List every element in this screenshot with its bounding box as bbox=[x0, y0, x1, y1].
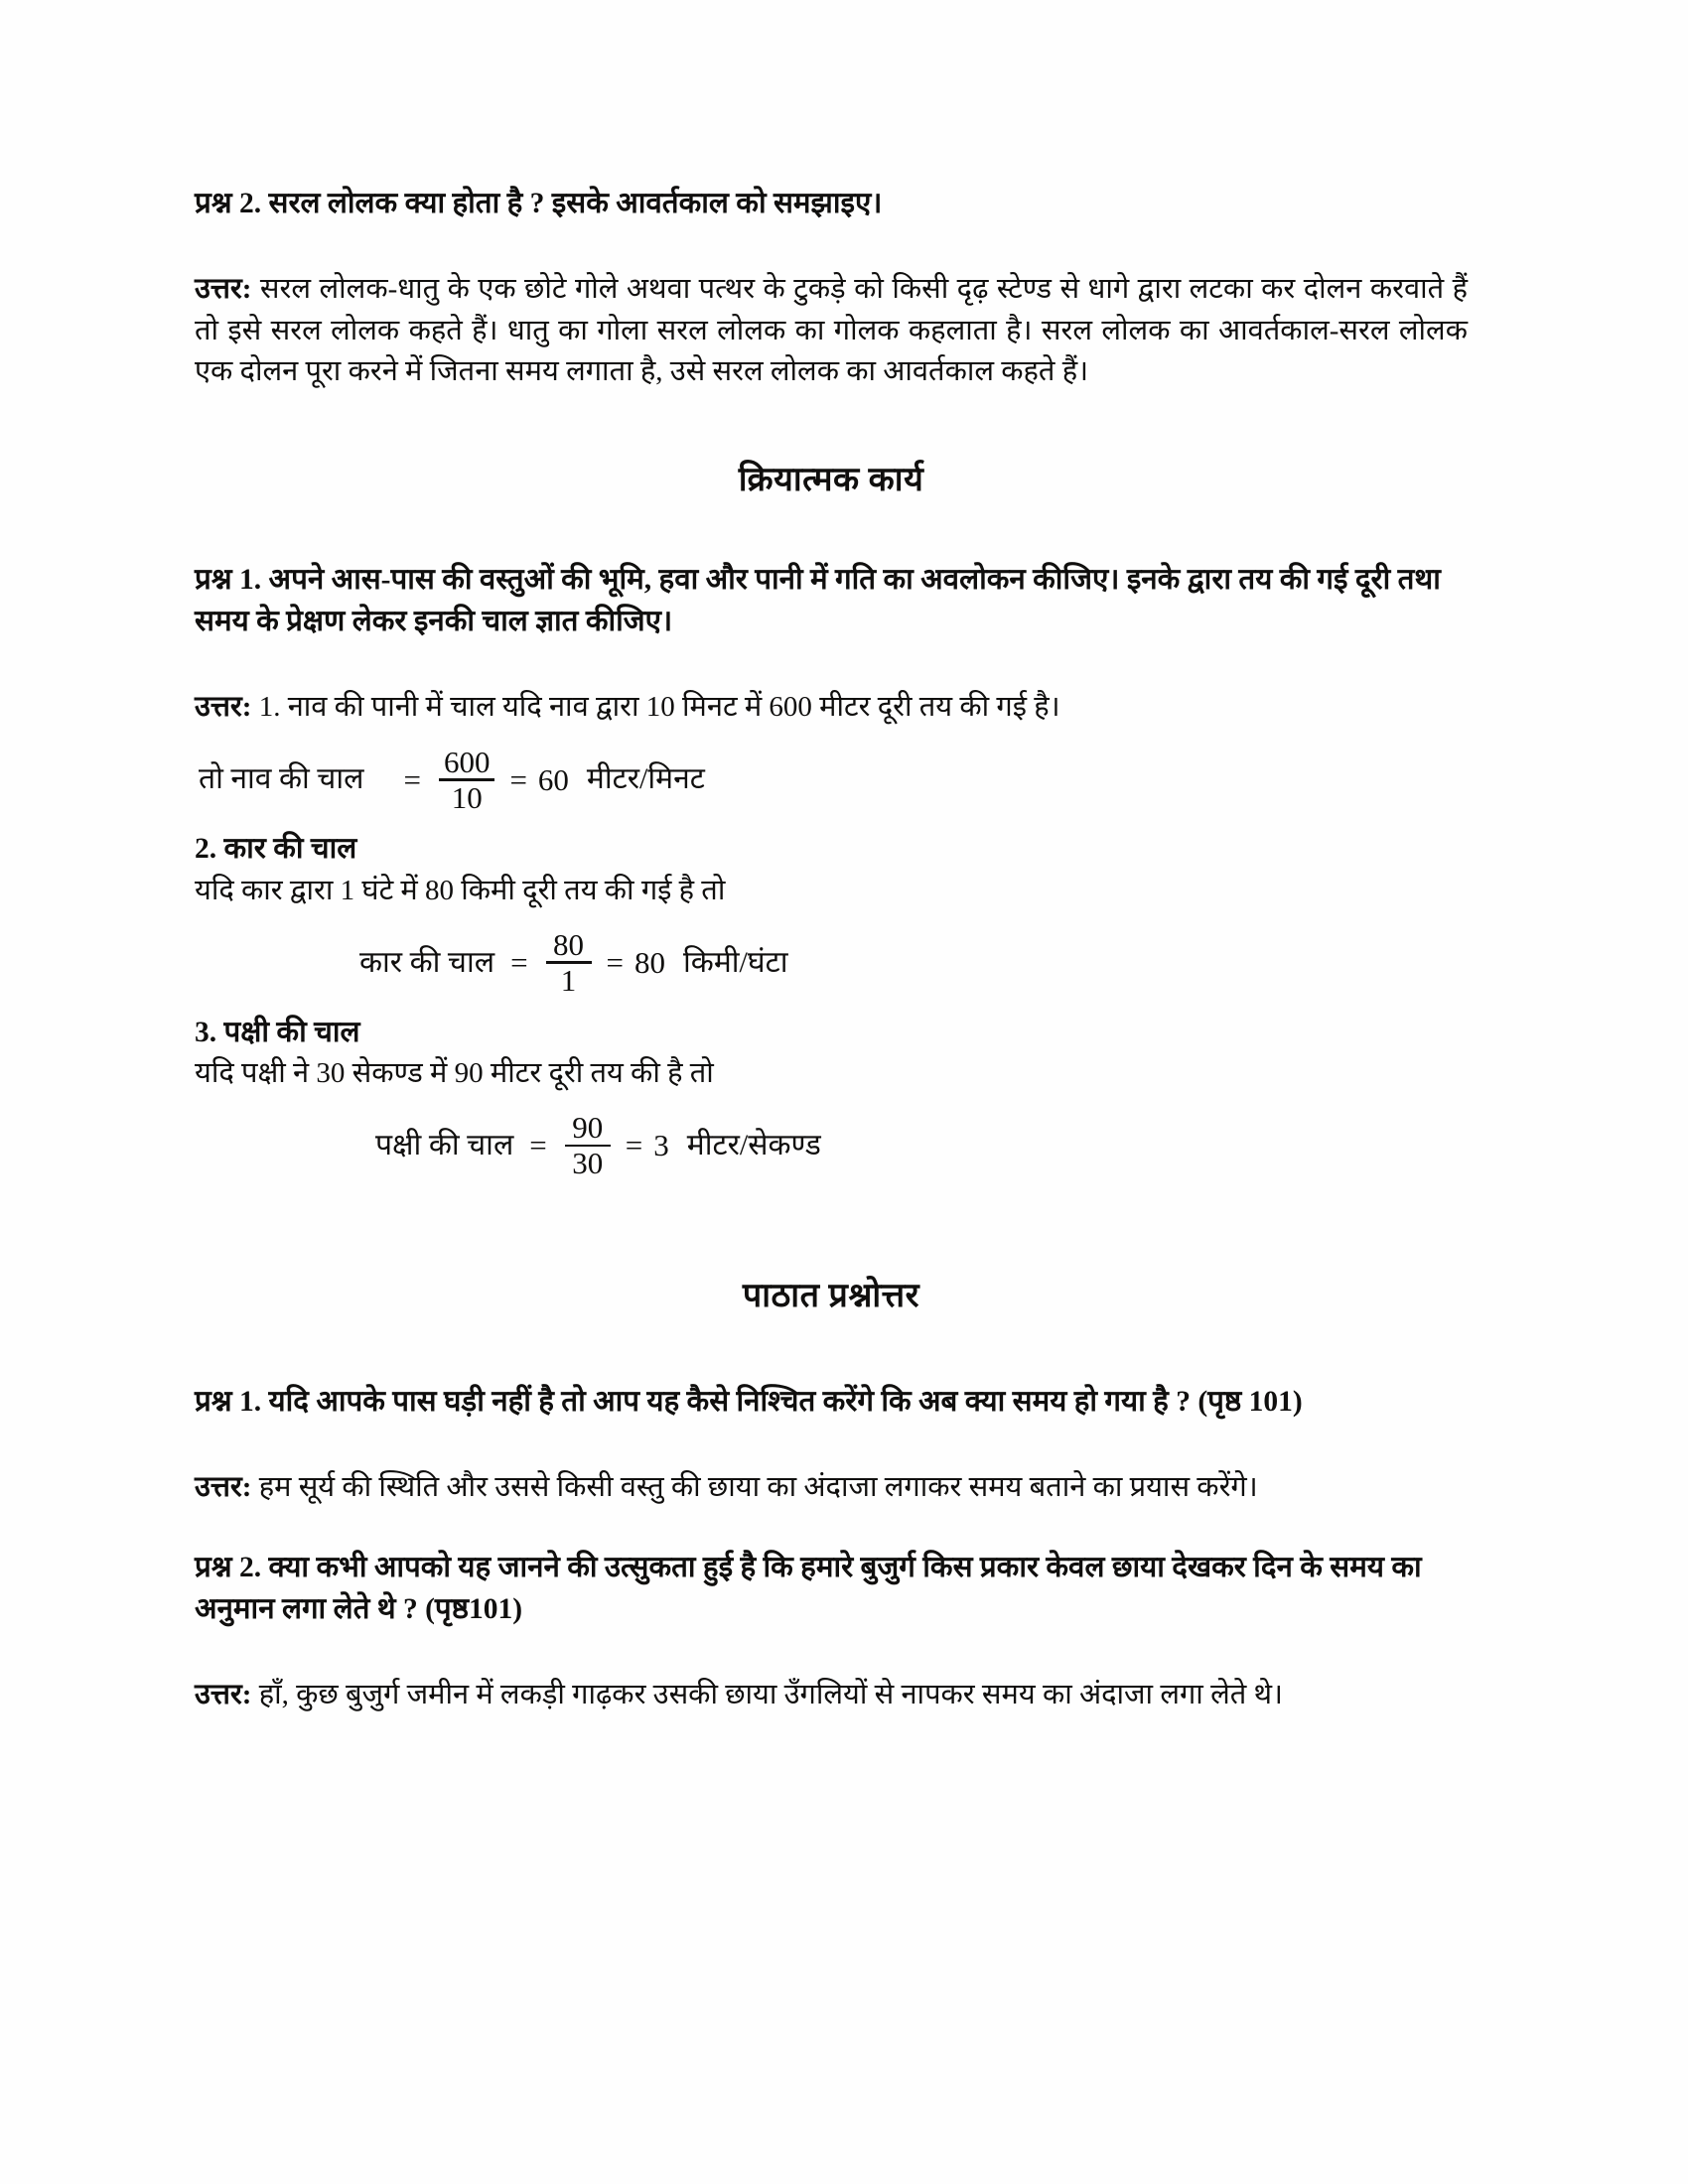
step-3-title-bird-speed: 3. पक्षी की चाल bbox=[195, 1016, 360, 1048]
answer-text: सरल लोलक-धातु के एक छोटे गोले अथवा पत्थर के टुकड़े को किसी दृढ़ स्टेण्ड से धागे द्वारा लटका कर दोलन करवाते हैं तो इसे सरल लोलक कहते हैं। धातु का गोला सरल लोलक का गोलक कहलाता है। सरल लोलक का आवर्तकाल-सरल लोलक एक दोलन पूरा करने में जितना समय लगाता है, उसे सरल लोलक का आवर्तकाल कहते हैं। bbox=[195, 272, 1468, 388]
equals-sign: = bbox=[510, 945, 528, 981]
equation-car-speed bbox=[195, 926, 1468, 998]
heading-kriyatmak-karya: क्रियात्मक कार्य bbox=[738, 462, 924, 499]
equation-unit: किमी/घंटा bbox=[683, 945, 788, 979]
spacer bbox=[195, 729, 1468, 747]
spacer bbox=[195, 1508, 1468, 1548]
question-text: क्या कभी आपको यह जानने की उत्सुकता हुई है कि हमारे बुजुर्ग किस प्रकार केवल छाया देखकर दिन के समय का अनुमान लगा लेते थे ? (पृष्ठ101) bbox=[195, 1552, 1422, 1626]
spacer bbox=[195, 911, 1468, 929]
equation-result: 3 bbox=[653, 1128, 669, 1163]
spacer bbox=[195, 1094, 1468, 1112]
step-2-text-car-speed: यदि कार द्वारा 1 घंटे में 80 किमी दूरी तय की गई है तो bbox=[195, 874, 726, 906]
equation-label: तो नाव की चाल bbox=[199, 762, 364, 796]
equation-unit: मीटर/सेकण्ड bbox=[686, 1128, 821, 1161]
fraction-denominator: 30 bbox=[572, 1146, 604, 1181]
question-label: प्रश्न 2. bbox=[195, 1552, 262, 1584]
answer-label: उत्तर: bbox=[195, 1679, 252, 1711]
question-label: प्रश्न 1. bbox=[195, 564, 262, 597]
heading-pathat-prashnottar: पाठात प्रश्नोत्तर bbox=[742, 1277, 920, 1314]
equals-sign: = bbox=[403, 761, 421, 797]
question-text: यदि आपके पास घड़ी नहीं है तो आप यह कैसे निश्चित करेंगे कि अब क्या समय हो गया है ? (पृष्ठ 101) bbox=[268, 1385, 1303, 1418]
fraction-numerator: 600 bbox=[443, 744, 491, 779]
spacer bbox=[195, 393, 1468, 455]
fraction-denominator: 10 bbox=[451, 779, 483, 815]
equals-sign-2: = bbox=[606, 945, 625, 981]
equation-result: 80 bbox=[634, 945, 666, 981]
question-text: सरल लोलक क्या होता है ? इसके आवर्तकाल को समझाइए। bbox=[268, 188, 883, 219]
step-3-text-bird-speed: यदि पक्षी ने 30 सेकण्ड में 90 मीटर दूरी तय की है तो bbox=[195, 1056, 714, 1089]
fraction-numerator: 90 bbox=[572, 1110, 604, 1145]
question-text: अपने आस-पास की वस्तुओं की भूमि, हवा और पानी में गति का अवलोकन कीजिए। इनके द्वारा तय की गई दूरी तथा समय के प्रेक्षण लेकर इनकी चाल ज्ञात कीजिए। bbox=[195, 564, 1441, 637]
spacer bbox=[195, 1424, 1468, 1467]
question-label: प्रश्न 1. bbox=[195, 1385, 262, 1418]
question-2-elders-shadow bbox=[195, 1548, 1468, 1631]
answer-label: उत्तर: bbox=[195, 272, 252, 305]
question-1-time-without-clock bbox=[195, 1382, 1468, 1424]
equals-sign-2: = bbox=[509, 761, 527, 797]
question-1-observe-motion bbox=[195, 560, 1468, 643]
answer-1-time-without-clock bbox=[195, 1467, 1468, 1509]
spacer bbox=[195, 225, 1468, 269]
spacer bbox=[195, 500, 1468, 560]
answer-2-simple-pendulum bbox=[195, 269, 1468, 393]
equation-boat-speed bbox=[195, 744, 1468, 815]
answer-label: उत्तर: bbox=[195, 1470, 252, 1503]
spacer bbox=[195, 1179, 1468, 1271]
answer-text: 1. नाव की पानी में चाल यदि नाव द्वारा 10 मिनट में 600 मीटर दूरी तय की गई है। bbox=[258, 690, 1060, 723]
equation-label: पक्षी की चाल bbox=[375, 1128, 514, 1161]
spacer bbox=[195, 1316, 1468, 1382]
equation-unit: मीटर/मिनट bbox=[586, 762, 705, 796]
answer-label: उत्तर: bbox=[195, 690, 252, 723]
spacer bbox=[195, 813, 1468, 829]
equation-bird-speed bbox=[195, 1112, 1468, 1179]
spacer bbox=[195, 997, 1468, 1013]
answer-text: हाँ, कुछ बुजुर्ग जमीन में लकड़ी गाढ़कर उसकी छाया उँगलियों से नापकर समय का अंदाजा लगा लेते थे। bbox=[258, 1679, 1284, 1711]
question-label: प्रश्न 2. bbox=[195, 188, 262, 219]
answer-text: हम सूर्य की स्थिति और उससे किसी वस्तु की छाया का अंदाजा लगाकर समय बताने का प्रयास करेंगे। bbox=[258, 1470, 1258, 1503]
equation-result: 60 bbox=[537, 761, 569, 797]
equals-sign: = bbox=[529, 1128, 547, 1163]
equation-label: कार की चाल bbox=[359, 945, 495, 979]
answer-2-elders-shadow bbox=[195, 1675, 1468, 1716]
fraction-80-over-1 bbox=[546, 926, 592, 998]
fraction-denominator: 1 bbox=[560, 962, 577, 998]
question-2-simple-pendulum bbox=[195, 184, 1468, 225]
spacer bbox=[195, 1631, 1468, 1675]
fraction-90-over-30 bbox=[565, 1112, 611, 1179]
step-2-title-car-speed: 2. कार की चाल bbox=[195, 833, 357, 866]
spacer bbox=[195, 643, 1468, 687]
fraction-600-over-10 bbox=[439, 744, 495, 815]
answer-1-observe-motion bbox=[195, 687, 1468, 729]
fraction-numerator: 80 bbox=[553, 926, 585, 962]
equals-sign-2: = bbox=[625, 1128, 643, 1163]
